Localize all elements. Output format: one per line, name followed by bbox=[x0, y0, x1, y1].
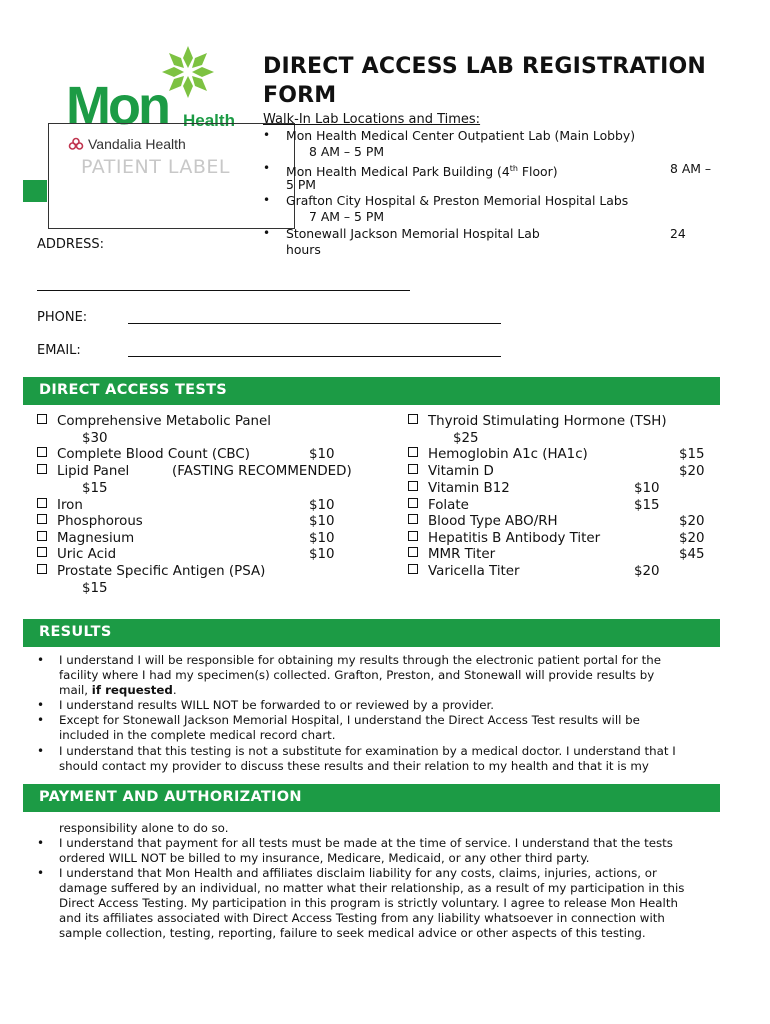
test-uric-acid-price: $10 bbox=[309, 547, 335, 562]
test-mmr-price: $45 bbox=[679, 547, 705, 562]
payment-section-header: PAYMENT AND AUTHORIZATION bbox=[23, 784, 720, 812]
location-3-time: 7 AM – 5 PM bbox=[309, 209, 385, 224]
checkbox-icon bbox=[408, 564, 418, 574]
payment-p2-l2: damage suffered by an individual, no matter what their relationship, as a result of my participation in this bbox=[59, 881, 685, 895]
checkbox-icon bbox=[408, 498, 418, 508]
bullet-icon: • bbox=[263, 161, 271, 175]
test-hep-b[interactable]: Hepatitis B Antibody Titer bbox=[408, 531, 600, 548]
location-1-name: Mon Health Medical Center Outpatient Lab (Main Lobby) bbox=[286, 128, 636, 143]
checkbox-icon bbox=[408, 447, 418, 457]
checkbox-icon bbox=[408, 414, 418, 424]
payment-cont: responsibility alone to do so. bbox=[59, 821, 229, 835]
phone-label: PHONE: bbox=[37, 310, 88, 325]
test-hep-b-price: $20 bbox=[679, 531, 705, 546]
bullet-icon: • bbox=[263, 193, 271, 207]
test-vitamin-b12[interactable]: Vitamin B12 bbox=[408, 481, 510, 498]
test-psa-price: $15 bbox=[82, 581, 108, 596]
test-phosphorous[interactable]: Phosphorous bbox=[37, 514, 143, 531]
test-cbc[interactable]: Complete Blood Count (CBC) bbox=[37, 447, 250, 464]
location-4-time-cont: hours bbox=[286, 242, 321, 257]
location-3-name: Grafton City Hospital & Preston Memorial Hospital Labs bbox=[286, 193, 629, 208]
test-blood-type-price: $20 bbox=[679, 514, 705, 529]
checkbox-icon bbox=[37, 414, 47, 424]
logo-mon-text: Mon bbox=[66, 76, 168, 136]
results-p2: I understand results WILL NOT be forwarded to or reviewed by a provider. bbox=[59, 698, 495, 712]
bullet-icon: • bbox=[37, 713, 45, 727]
payment-p2-l4: and its affiliates associated with Direct Access Testing from any liability whatsoever in connection with bbox=[59, 911, 665, 925]
bullet-icon: • bbox=[263, 128, 271, 142]
checkbox-icon bbox=[37, 547, 47, 557]
test-cbc-price: $10 bbox=[309, 447, 335, 462]
checkbox-icon bbox=[408, 514, 418, 524]
test-ha1c[interactable]: Hemoglobin A1c (HA1c) bbox=[408, 447, 588, 464]
test-folate-price: $15 bbox=[634, 498, 660, 513]
location-4-name: Stonewall Jackson Memorial Hospital Lab bbox=[286, 226, 540, 241]
location-2-time-cont: 5 PM bbox=[286, 177, 316, 192]
checkbox-icon bbox=[408, 531, 418, 541]
payment-p2-l3: Direct Access Testing. My participation in this program is strictly voluntary. I agree to release Mon Health bbox=[59, 896, 678, 910]
results-section-header: RESULTS bbox=[23, 619, 720, 647]
address-label: ADDRESS: bbox=[37, 237, 105, 252]
test-lipid-price: $15 bbox=[82, 481, 108, 496]
checkbox-icon bbox=[37, 514, 47, 524]
location-4-time: 24 bbox=[670, 226, 686, 241]
logo-health-text: Health bbox=[183, 111, 235, 130]
test-vitamin-b12-price: $10 bbox=[634, 481, 660, 496]
test-mmr[interactable]: MMR Titer bbox=[408, 547, 495, 564]
test-iron-price: $10 bbox=[309, 498, 335, 513]
title-line-1: DIRECT ACCESS LAB REGISTRATION bbox=[263, 54, 707, 79]
results-p1-l1: I understand I will be responsible for obtaining my results through the electronic patient portal for the bbox=[59, 653, 662, 667]
checkbox-icon bbox=[37, 498, 47, 508]
test-phosphorous-price: $10 bbox=[309, 514, 335, 529]
checkbox-icon bbox=[37, 464, 47, 474]
test-lipid-note: (FASTING RECOMMENDED) bbox=[172, 464, 352, 479]
locations-heading: Walk-In Lab Locations and Times: bbox=[263, 112, 481, 127]
checkbox-icon bbox=[37, 447, 47, 457]
test-magnesium-price: $10 bbox=[309, 531, 335, 546]
test-iron[interactable]: Iron bbox=[37, 498, 83, 515]
test-folate[interactable]: Folate bbox=[408, 498, 469, 515]
test-lipid[interactable]: Lipid Panel bbox=[37, 464, 129, 481]
payment-p2-l5: sample collection, testing, reporting, failure to seek medical advice or other aspects of this testing. bbox=[59, 926, 646, 940]
checkbox-icon bbox=[37, 564, 47, 574]
address-field[interactable] bbox=[37, 290, 410, 291]
vandalia-flower-icon bbox=[68, 137, 84, 153]
checkbox-icon bbox=[408, 464, 418, 474]
checkbox-icon bbox=[37, 531, 47, 541]
test-varicella[interactable]: Varicella Titer bbox=[408, 564, 520, 581]
results-p3-l1: Except for Stonewall Jackson Memorial Hospital, I understand the Direct Access Test results will be bbox=[59, 713, 640, 727]
location-1-time: 8 AM – 5 PM bbox=[309, 144, 385, 159]
test-uric-acid[interactable]: Uric Acid bbox=[37, 547, 116, 564]
results-p4-l1: I understand that this testing is not a substitute for examination by a medical doctor. I understand that I bbox=[59, 744, 676, 758]
bullet-icon: • bbox=[37, 698, 45, 712]
bullet-icon: • bbox=[37, 836, 45, 850]
email-label: EMAIL: bbox=[37, 343, 81, 358]
test-vitamin-d[interactable]: Vitamin D bbox=[408, 464, 494, 481]
payment-p2-l1: I understand that Mon Health and affiliates disclaim liability for any costs, claims, injuries, actions, or bbox=[59, 866, 657, 880]
tests-section-header: DIRECT ACCESS TESTS bbox=[23, 377, 720, 405]
test-vitamin-d-price: $20 bbox=[679, 464, 705, 479]
bullet-icon: • bbox=[37, 866, 45, 880]
payment-p1-l1: I understand that payment for all tests must be made at the time of service. I understand that the tests bbox=[59, 836, 673, 850]
test-magnesium[interactable]: Magnesium bbox=[37, 531, 134, 548]
results-p4-l2: should contact my provider to discuss these results and their relation to my health and that it is my bbox=[59, 759, 649, 773]
bullet-icon: • bbox=[37, 744, 45, 758]
results-p3-l2: included in the complete medical record chart. bbox=[59, 728, 336, 742]
test-tsh-price: $25 bbox=[453, 431, 479, 446]
vandalia-health-text: Vandalia Health bbox=[88, 136, 186, 152]
results-p1-l2: facility where I had my specimen(s) collected. Grafton, Preston, and Stonewall will provide results by bbox=[59, 668, 655, 682]
patient-label-text: PATIENT LABEL bbox=[81, 156, 230, 178]
test-tsh[interactable]: Thyroid Stimulating Hormone (TSH) bbox=[408, 414, 667, 431]
partial-green-band bbox=[23, 180, 47, 202]
email-field[interactable] bbox=[128, 356, 501, 357]
checkbox-icon bbox=[408, 547, 418, 557]
test-psa[interactable]: Prostate Specific Antigen (PSA) bbox=[37, 564, 265, 581]
checkbox-icon bbox=[408, 481, 418, 491]
bullet-icon: • bbox=[263, 226, 271, 240]
location-2-time: 8 AM – bbox=[670, 161, 712, 176]
test-varicella-price: $20 bbox=[634, 564, 660, 579]
test-ha1c-price: $15 bbox=[679, 447, 705, 462]
page-title bbox=[263, 52, 733, 110]
test-blood-type[interactable]: Blood Type ABO/RH bbox=[408, 514, 558, 531]
test-cmp-price: $30 bbox=[82, 431, 108, 446]
phone-field[interactable] bbox=[128, 323, 501, 324]
title-line-2: FORM bbox=[263, 83, 337, 108]
test-cmp[interactable]: Comprehensive Metabolic Panel bbox=[37, 414, 271, 431]
bullet-icon: • bbox=[37, 653, 45, 667]
results-p1-l3: mail, if requested. bbox=[59, 683, 177, 697]
location-2-name: Mon Health Medical Park Building (4th Floor) bbox=[286, 164, 558, 180]
payment-p1-l2: ordered WILL NOT be billed to my insurance, Medicare, Medicaid, or any other third party. bbox=[59, 851, 590, 865]
mon-health-star-logo-icon bbox=[160, 44, 216, 100]
